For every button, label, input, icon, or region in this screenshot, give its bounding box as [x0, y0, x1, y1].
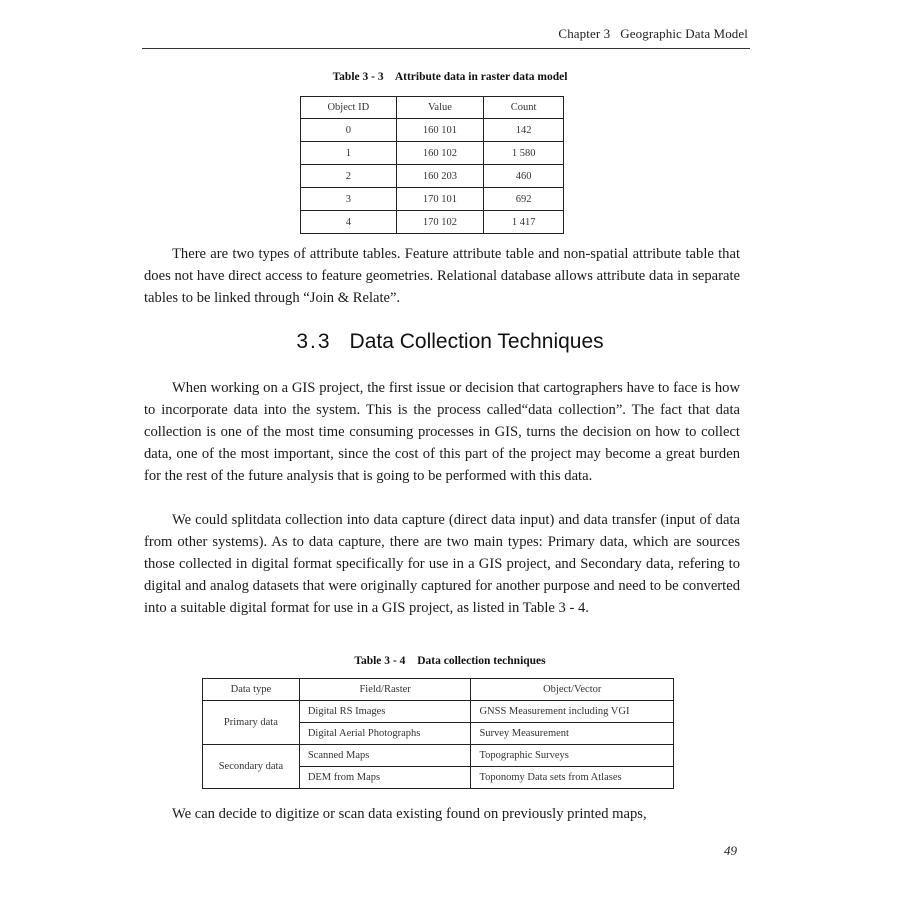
table-header-row [203, 679, 674, 701]
paragraph-attribute-tables: There are two types of attribute tables. Feature attribute table and non-spatial attribute table that does not have direct access to feature geometries. Relational database allows attribute data in separate tables to be linked through “Join & Relate”. [144, 246, 740, 306]
table-cell: 170 102 [396, 211, 484, 234]
table-cell: 160 101 [396, 119, 484, 142]
table-header-row [301, 97, 564, 119]
table-cell: 1 [301, 142, 397, 165]
table-3-3 [300, 96, 564, 234]
section-title: Data Collection Techniques [349, 330, 604, 353]
running-head: Chapter 3 Geographic Data Model [558, 26, 748, 41]
column-header: Value [396, 97, 484, 119]
table-cell: 3 [301, 188, 397, 211]
section-heading [0, 330, 900, 354]
paragraph-data-collection: When working on a GIS project, the first issue or decision that cartographers have to face is how to incorporate data into the system. This is the process called“data collection”. The fact that data collection is one of the most time consuming processes in GIS, turns the decision on how to collect data, one of the most important, since the cost of this part of the project may become a great burden for the rest of the future analysis that is going to be performed with this data. [144, 380, 740, 484]
table-row [203, 745, 674, 767]
paragraph-data-capture: We could splitdata collection into data capture (direct data input) and data transfer (input of data from other systems). As to data capture, there are two main types: Primary data, which are sources those collected in digital format specifically for use in a GIS project, and Secondary data, refering to digital and analog datasets that were originally captured for another purpose and need to be converted into a suitable digital format for use in a GIS project, as listed in Table 3 - 4. [144, 512, 740, 616]
table-row [301, 188, 564, 211]
column-header: Data type [203, 679, 300, 701]
header-rule [142, 48, 750, 49]
column-header: Count [484, 97, 564, 119]
table-row [301, 211, 564, 234]
table-cell: Scanned Maps [299, 745, 471, 767]
table-3-3-number: Table 3 - 3 [332, 71, 384, 83]
table-cell: Digital RS Images [299, 701, 471, 723]
table-cell: Topographic Surveys [471, 745, 674, 767]
table-cell: DEM from Maps [299, 767, 471, 789]
table-cell: 1 417 [484, 211, 564, 234]
table-row [301, 119, 564, 142]
table-cell: Toponomy Data sets from Atlases [471, 767, 674, 789]
table-cell: 2 [301, 165, 397, 188]
table-cell: 4 [301, 211, 397, 234]
table-cell: 160 102 [396, 142, 484, 165]
data-type-cell: Primary data [203, 701, 300, 745]
column-header: Field/Raster [299, 679, 471, 701]
paragraph-digitize: We can decide to digitize or scan data existing found on previously printed maps, [172, 806, 647, 822]
table-cell: 170 101 [396, 188, 484, 211]
table-3-3-title: Attribute data in raster data model [394, 71, 568, 83]
table-cell: 0 [301, 119, 397, 142]
table-cell: 1 580 [484, 142, 564, 165]
table-cell: GNSS Measurement including VGI [471, 701, 674, 723]
table-3-4 [202, 678, 674, 789]
table-cell: Survey Measurement [471, 723, 674, 745]
table-3-4-title: Data collection techniques [417, 655, 546, 667]
table-3-4-number: Table 3 - 4 [354, 655, 406, 667]
column-header: Object/Vector [471, 679, 674, 701]
table-cell: 142 [484, 119, 564, 142]
table-row [301, 142, 564, 165]
table-row [203, 701, 674, 723]
table-3-4-caption [0, 655, 900, 667]
table-cell: 160 203 [396, 165, 484, 188]
column-header: Object ID [301, 97, 397, 119]
page-number: 49 [724, 843, 737, 858]
table-3-3-caption [0, 71, 900, 83]
table-cell: Digital Aerial Photographs [299, 723, 471, 745]
section-number: 3.3 [296, 330, 332, 353]
table-cell: 692 [484, 188, 564, 211]
data-type-cell: Secondary data [203, 745, 300, 789]
table-row [301, 165, 564, 188]
table-cell: 460 [484, 165, 564, 188]
